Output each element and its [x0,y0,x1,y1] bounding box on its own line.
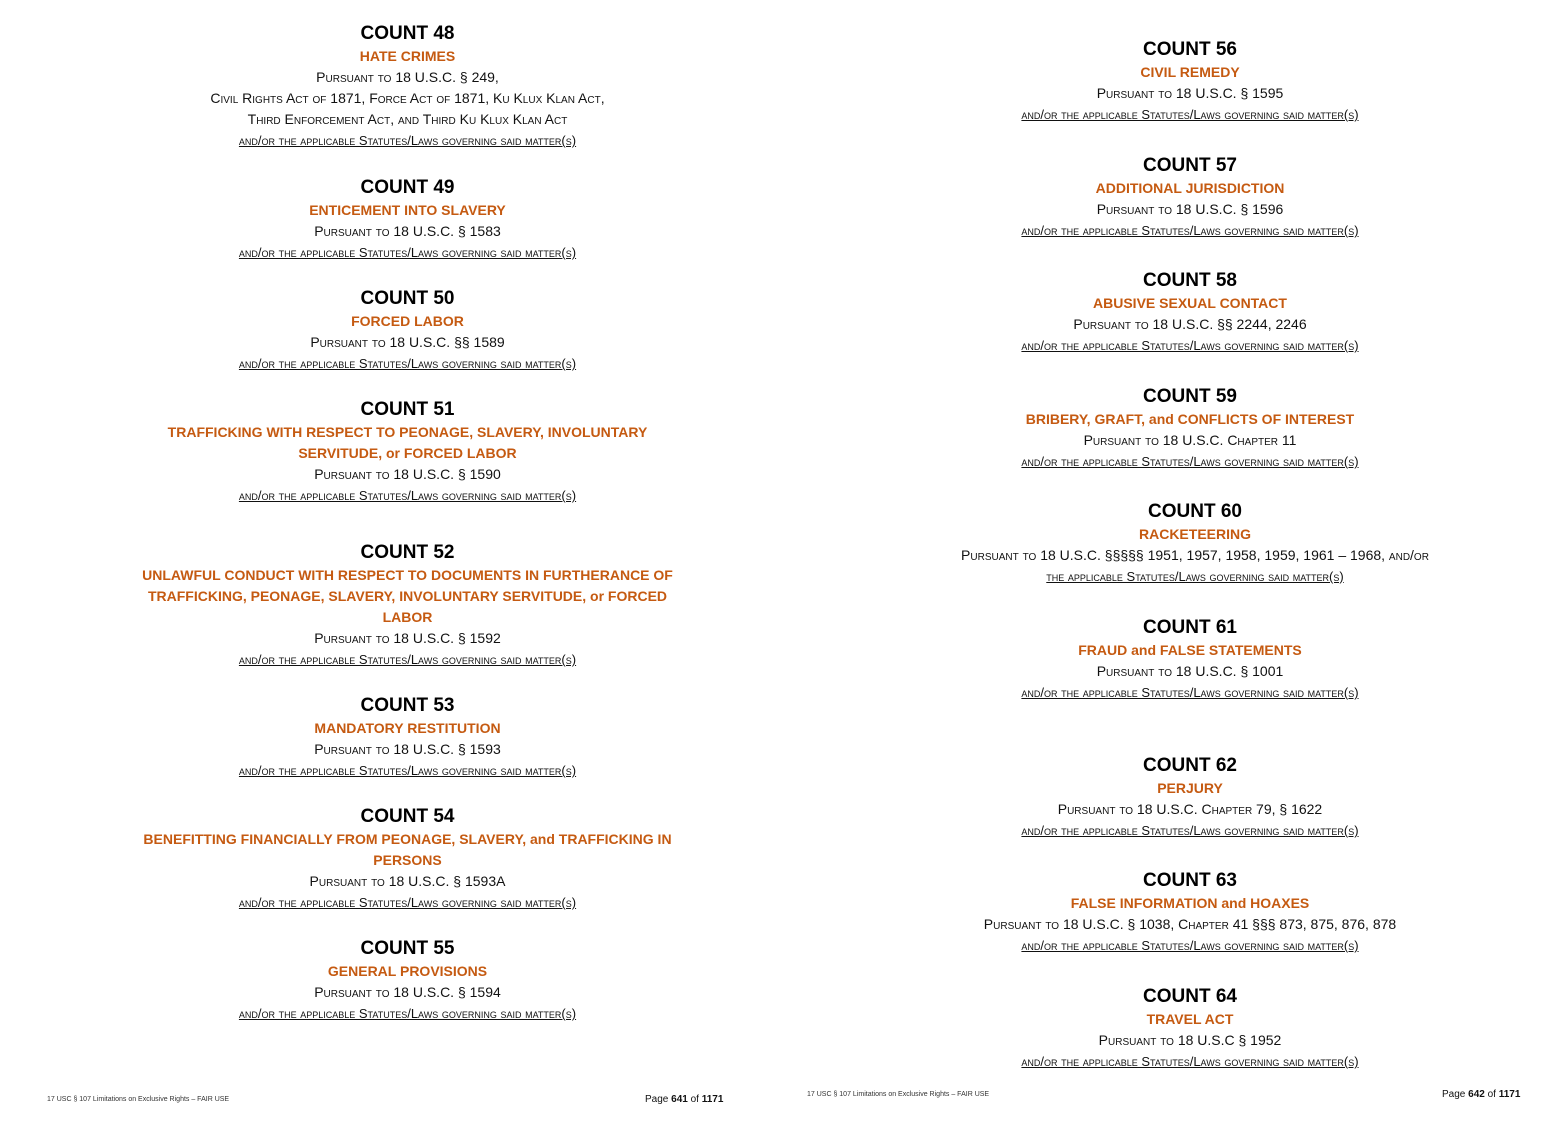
applicable-statutes-line: and/or the applicable Statutes/Laws governing said matter(s) [238,652,577,667]
statute-line: Pursuant to 18 U.S.C. § 1594 [314,984,501,1000]
count-block [130,22,685,152]
count-title: COUNT 61 [1143,617,1237,638]
page-total: 1171 [1498,1089,1521,1100]
count-title: COUNT 63 [1143,870,1237,891]
count-subject: BRIBERY, GRAFT, and CONFLICTS OF INTEREST [1025,411,1355,427]
count-title: COUNT 50 [360,288,455,309]
count-block [910,38,1470,126]
page-label: Page [1442,1089,1466,1100]
statute-line: Pursuant to 18 U.S.C. § 1590 [314,466,501,482]
statute-line: Pursuant to 18 U.S.C. § 1001 [1096,663,1284,679]
count-subject: HATE CRIMES [359,48,456,64]
statute-line: Pursuant to 18 U.S.C. Chapter 11 [1083,432,1297,448]
applicable-statutes-line: and/or the applicable Statutes/Laws governing said matter(s) [238,133,577,148]
count-title: COUNT 60 [1148,501,1242,522]
page-current: 641 [671,1094,688,1105]
applicable-statutes-line: the applicable Statutes/Laws governing said matter(s) [1046,569,1344,584]
applicable-statutes-line: and/or the applicable Statutes/Laws governing said matter(s) [1021,1054,1359,1069]
count-title: COUNT 59 [1143,386,1237,407]
statute-line: Pursuant to 18 U.S.C § 1952 [1098,1032,1282,1048]
statute-line: Pursuant to 18 U.S.C. §§§§§ 1951, 1957, 1958, 1959, 1961 – 1968, and/or [961,547,1429,563]
count-title: COUNT 54 [360,806,455,827]
count-subject: BENEFITTING FINANCIALLY FROM PEONAGE, SLAVERY, and TRAFFICKING IN PERSONS [143,831,672,868]
applicable-statutes-line: and/or the applicable Statutes/Laws governing said matter(s) [1021,107,1359,122]
page-label: Page [645,1094,669,1105]
count-subject: CIVIL REMEDY [1140,64,1240,80]
applicable-statutes-line: and/or the applicable Statutes/Laws governing said matter(s) [238,895,577,910]
count-subject: MANDATORY RESTITUTION [314,720,501,736]
count-title: COUNT 55 [360,938,455,959]
count-title: COUNT 51 [360,399,455,420]
count-block [130,694,685,782]
applicable-statutes-line: and/or the applicable Statutes/Laws governing said matter(s) [238,356,577,371]
statute-line: Pursuant to 18 U.S.C. § 1593 [314,741,501,757]
applicable-statutes-line: and/or the applicable Statutes/Laws governing said matter(s) [238,488,577,503]
statute-line: Pursuant to 18 U.S.C. Chapter 79, § 1622 [1057,801,1323,817]
footer-caption: 17 USC § 107 Limitations on Exclusive Rights – FAIR USE [807,1091,990,1098]
count-title: COUNT 56 [1143,39,1237,60]
applicable-statutes-line: and/or the applicable Statutes/Laws governing said matter(s) [1021,223,1359,238]
count-block [910,985,1470,1073]
statute-line: Third Enforcement Act, and Third Ku Klux Klan Act [247,111,568,127]
count-block [910,385,1470,473]
count-subject: ADDITIONAL JURISDICTION [1095,180,1285,196]
page-of: of [1487,1089,1496,1100]
count-title: COUNT 57 [1143,155,1237,176]
statute-line: Pursuant to 18 U.S.C. § 1038, Chapter 41 §§§ 873, 875, 876, 878 [983,916,1397,932]
statute-line: Pursuant to 18 U.S.C. § 1593A [309,873,506,889]
count-block [910,154,1470,242]
count-block [130,937,685,1025]
count-block [130,398,685,507]
page-of: of [690,1094,699,1105]
count-block [910,269,1470,357]
statute-line: Pursuant to 18 U.S.C. § 249, [316,69,499,85]
applicable-statutes-line: and/or the applicable Statutes/Laws governing said matter(s) [1021,823,1359,838]
applicable-statutes-line: and/or the applicable Statutes/Laws governing said matter(s) [1021,938,1359,953]
count-block [910,754,1470,842]
statute-line: Pursuant to 18 U.S.C. §§ 1589 [310,334,505,350]
count-subject: UNLAWFUL CONDUCT WITH RESPECT TO DOCUMENTS IN FURTHERANCE OF TRAFFICKING, PEONAGE, SLAVERY, INVOLUNTARY SERVITUDE, or FORCED LABOR [142,567,673,625]
count-subject: GENERAL PROVISIONS [327,963,488,979]
count-title: COUNT 58 [1143,270,1237,291]
count-block [910,616,1470,704]
statute-line: Pursuant to 18 U.S.C. § 1583 [314,223,501,239]
count-subject: TRAVEL ACT [1146,1011,1234,1027]
count-block [130,176,685,264]
applicable-statutes-line: and/or the applicable Statutes/Laws governing said matter(s) [1021,338,1359,353]
count-subject: FORCED LABOR [351,313,464,329]
count-title: COUNT 48 [360,23,455,44]
statute-line: Civil Rights Act of 1871, Force Act of 1871, Ku Klux Klan Act, [210,90,605,106]
applicable-statutes-line: and/or the applicable Statutes/Laws governing said matter(s) [238,245,577,260]
count-title: COUNT 64 [1143,986,1237,1007]
statute-line: Pursuant to 18 U.S.C. § 1596 [1096,201,1284,217]
count-block [130,805,685,914]
count-block [885,500,1505,588]
count-title: COUNT 49 [360,177,455,198]
document-page-right [790,0,1565,1125]
count-subject: FALSE INFORMATION and HOAXES [1070,895,1310,911]
applicable-statutes-line: and/or the applicable Statutes/Laws governing said matter(s) [238,1006,577,1021]
statute-line: Pursuant to 18 U.S.C. § 1595 [1096,85,1284,101]
count-title: COUNT 62 [1143,755,1237,776]
count-title: COUNT 52 [360,542,455,563]
count-subject: PERJURY [1157,780,1223,796]
page-number [1442,1089,1520,1100]
footer-caption: 17 USC § 107 Limitations on Exclusive Rights – FAIR USE [47,1096,230,1103]
count-subject: FRAUD and FALSE STATEMENTS [1078,642,1302,658]
page-number [645,1094,723,1105]
count-title: COUNT 53 [360,695,455,716]
applicable-statutes-line: and/or the applicable Statutes/Laws governing said matter(s) [1021,685,1359,700]
statute-line: Pursuant to 18 U.S.C. § 1592 [314,630,501,646]
count-block [130,287,685,375]
applicable-statutes-line: and/or the applicable Statutes/Laws governing said matter(s) [1021,454,1359,469]
count-block [900,869,1480,957]
page-total: 1171 [701,1094,724,1105]
count-subject: RACKETEERING [1138,526,1251,542]
count-subject: ENTICEMENT INTO SLAVERY [309,202,506,218]
statute-line: Pursuant to 18 U.S.C. §§ 2244, 2246 [1073,316,1307,332]
count-subject: ABUSIVE SEXUAL CONTACT [1093,295,1287,311]
count-subject: TRAFFICKING WITH RESPECT TO PEONAGE, SLAVERY, INVOLUNTARY SERVITUDE, or FORCED LABOR [167,424,648,461]
page-current: 642 [1468,1089,1485,1100]
applicable-statutes-line: and/or the applicable Statutes/Laws governing said matter(s) [238,763,577,778]
count-block [130,541,685,671]
